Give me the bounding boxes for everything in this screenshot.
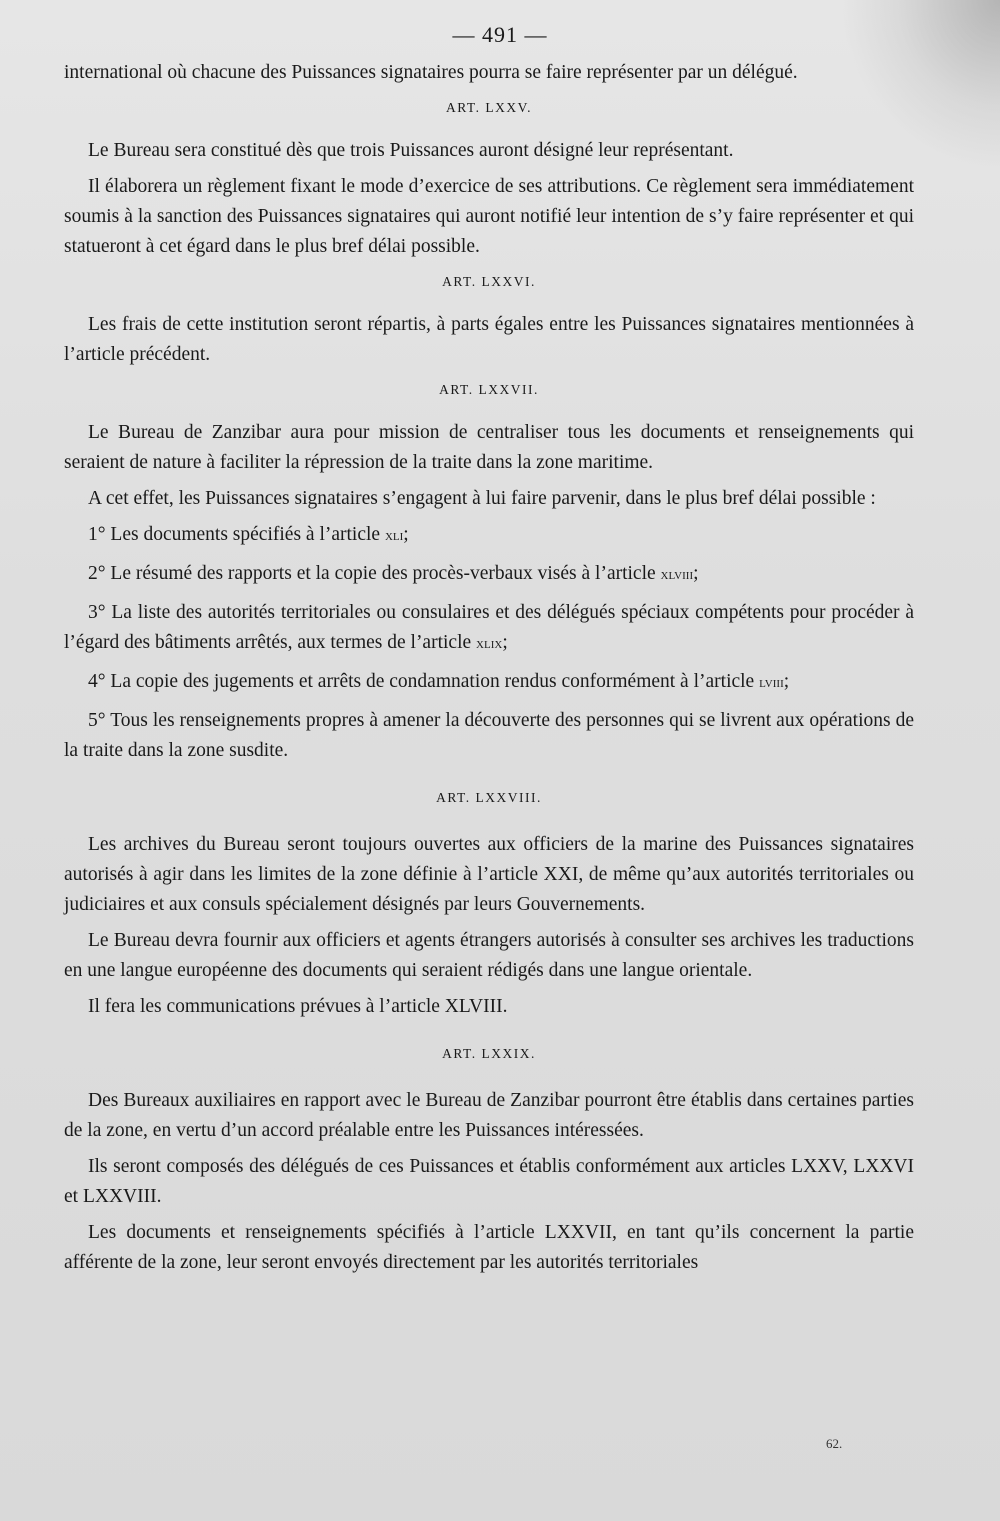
list-item-text: 4° La copie des jugements et arrêts de condamnation rendus conformément à l’article [88, 671, 760, 692]
paragraph: Il élaborera un règlement fixant le mode d’exercice de ses attributions. Ce règlement sera immédiatement soumis à la sanction des Puissances signataires qui auront notifié leur intention de s’y faire représenter et qui statueront à cet égard dans le plus bref délai possible. [64, 176, 914, 257]
list-item-text: 3° La liste des autorités territoriales ou consulaires et des délégués spéciaux compétents pour procéder à l’égard des bâtiments arrêtés, aux termes de l’article [64, 602, 914, 653]
paragraph: Il fera les communications prévues à l’article XLVIII. [88, 996, 508, 1017]
article-heading: ART. LXXVII. [439, 382, 539, 397]
list-item [64, 667, 914, 698]
paragraph: Ils seront composés des délégués de ces Puissances et établis conformément aux articles LXXV, LXXVI et LXXVIII. [64, 1156, 914, 1207]
article-heading: ART. LXXIX. [442, 1046, 536, 1061]
paragraph: Le Bureau sera constitué dès que trois Puissances auront désigné leur représentant. [88, 140, 734, 161]
paragraph: Les frais de cette institution seront répartis, à parts égales entre les Puissances signataires mentionnées à l’article précédent. [64, 314, 914, 365]
list-item-text: 5° Tous les renseignements propres à amener la découverte des personnes qui se livrent aux opérations de la traite dans la zone susdite. [64, 710, 914, 761]
list-item-text: 1° Les documents spécifiés à l’article [88, 524, 385, 545]
list-item-text: 2° Le résumé des rapports et la copie des procès-verbaux visés à l’article [88, 563, 661, 584]
list-item-punctuation: ; [403, 524, 409, 545]
paragraph: Les documents et renseignements spécifiés à l’article LXXVII, en tant qu’ils concernent la partie afférente de la zone, leur seront envoyés directement par les autorités territoriales [64, 1222, 914, 1273]
paragraph: Le Bureau devra fournir aux officiers et agents étrangers autorisés à consulter ses archives les traductions en une langue européenne des documents qui seraient rédigés dans une langue orientale. [64, 930, 914, 981]
page-body [64, 58, 914, 1284]
article-reference: lviii [759, 674, 784, 691]
paragraph: international où chacune des Puissances signataires pourra se faire représenter par un délégué. [64, 62, 798, 83]
paragraph: Des Bureaux auxiliaires en rapport avec le Bureau de Zanzibar pourront être établis dans certaines parties de la zone, en vertu d’un accord préalable entre les Puissances intéressées. [64, 1090, 914, 1141]
paragraph: Le Bureau de Zanzibar aura pour mission de centraliser tous les documents et renseignements qui seraient de nature à faciliter la répression de la traite dans la zone maritime. [64, 422, 914, 473]
list-item-punctuation: ; [502, 632, 508, 653]
paragraph: Les archives du Bureau seront toujours ouvertes aux officiers de la marine des Puissances signataires autorisés à agir dans les limites de la zone définie à l’article XXI, de même qu’aux autorités territoriales ou judiciaires et aux consuls spécialement désignés par leurs Gouvernements. [64, 834, 914, 915]
article-heading: ART. LXXVIII. [436, 790, 542, 805]
list-item [64, 706, 914, 766]
article-reference: xlviii [660, 566, 694, 583]
paragraph: A cet effet, les Puissances signataires s’engagent à lui faire parvenir, dans le plus bref délai possible : [88, 488, 876, 509]
page-number: — 491 — [452, 22, 548, 47]
signature-mark: 62. [826, 1436, 843, 1451]
list-item-punctuation: ; [693, 563, 699, 584]
list-item [64, 598, 914, 659]
article-heading: ART. LXXVI. [442, 274, 536, 289]
list-item-punctuation: ; [783, 671, 790, 692]
list-item [64, 520, 914, 551]
article-reference: xlix [476, 635, 503, 652]
list-item [64, 559, 914, 590]
article-reference: xli [384, 527, 404, 544]
article-heading: ART. LXXV. [445, 100, 533, 115]
